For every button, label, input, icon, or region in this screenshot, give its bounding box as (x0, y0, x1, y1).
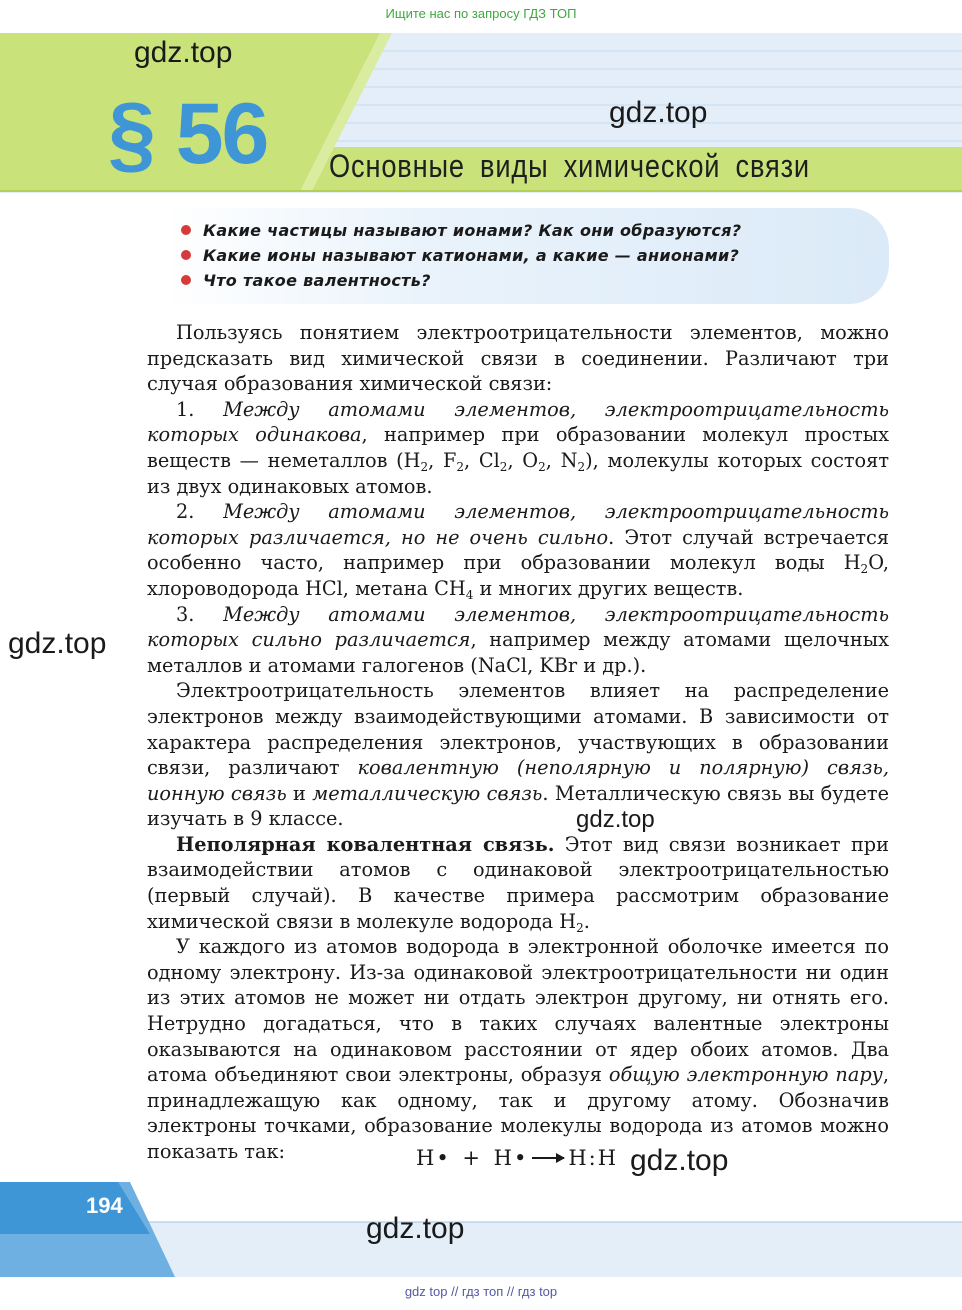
paragraph: Электроотрицательность элементов влияет на распределение электронов между взаимодействующими атомами. В зависимости от характера распределения электронов, участвующих в образовании связи, различают ковалентную (неполярную и полярную) связь, ионную связь и металлическую связь. Металлическую связь вы будете изучать в 9 классе. (147, 679, 889, 831)
body-text (147, 320, 889, 1165)
formula-reactants: H• + H• (416, 1146, 529, 1170)
watermark: gdz.top (609, 96, 708, 129)
question-item: Какие ионы называют катионами, а какие — анионами? (181, 246, 739, 265)
section-title: Основные виды химической связи (329, 148, 810, 184)
question-box (165, 208, 889, 304)
paragraph: Пользуясь понятием электроотрицательности элементов, можно предсказать вид химической связи в соединении. Различают три случая образования химической связи: (147, 321, 889, 396)
reaction-formula (416, 1146, 618, 1170)
page-footer (0, 1182, 962, 1277)
watermark: gdz.top (630, 1144, 729, 1177)
watermark: gdz.top (366, 1212, 465, 1245)
watermark: gdz.top (8, 627, 107, 660)
page-number: 194 (86, 1193, 123, 1218)
bullet-icon (181, 225, 191, 235)
formula-product: H:H (568, 1146, 619, 1170)
bullet-icon (181, 250, 191, 260)
paragraph: 3. Между атомами элементов, электроотрицательность которых сильно различается, например между атомами щелочных металлов и атомами галогенов (NaCl, KBr и др.). (147, 602, 889, 677)
arrow-icon (532, 1157, 564, 1159)
section-number: § 56 (108, 86, 268, 182)
bottom-note: gdz top // гдз топ // гдз top (404, 1284, 558, 1299)
search-hint: Ищите нас по запросу ГДЗ ТОП (385, 6, 577, 21)
paragraph: 1. Между атомами элементов, электроотрицательность которых одинакова, например при образовании молекул простых веществ — неметаллов ($H_2$, $F_2$, $Cl_2$, $O_2$, $N_2$), молекулы которых состоят из двух одинаковых атомов. (147, 397, 889, 498)
bullet-icon (181, 275, 191, 285)
watermark: gdz.top (576, 806, 655, 833)
paragraph: 2. Между атомами элементов, электроотрицательность которых различается, но не очень сильно. Этот случай встречается особенно часто, например при образовании молекул воды $H_2O$, хлороводорода HCl, метана $CH_4$ и многих других веществ. (147, 500, 889, 602)
paragraph: Неполярная ковалентная связь. Этот вид связи возникает при взаимодействии атомов с одинаковой электроотрицательностью (первый случай). В качестве примера рассмотрим образование химической связи в молекуле водорода $H_2$. (147, 832, 889, 935)
question-item: Какие частицы называют ионами? Как они образуются? (181, 221, 741, 240)
question-item: Что такое валентность? (181, 271, 431, 290)
watermark: gdz.top (134, 36, 233, 69)
paragraph: У каждого из атомов водорода в электронной оболочке имеется по одному электрону. Из-за одинаковой электроотрицательности ни один из этих атомов не может ни отдать электрон другому, ни отнять его. Нетрудно догадаться, что в таких случаях валентные электроны оказываются на одинаковом расстоянии от ядер обоих атомов. Два атома объединяют свои электроны, образуя общую электронную пару, принадлежащую как одному, так и другому атому. Обозначив электроны точками, образование молекулы водорода из атомов можно показать так: (147, 935, 889, 1163)
